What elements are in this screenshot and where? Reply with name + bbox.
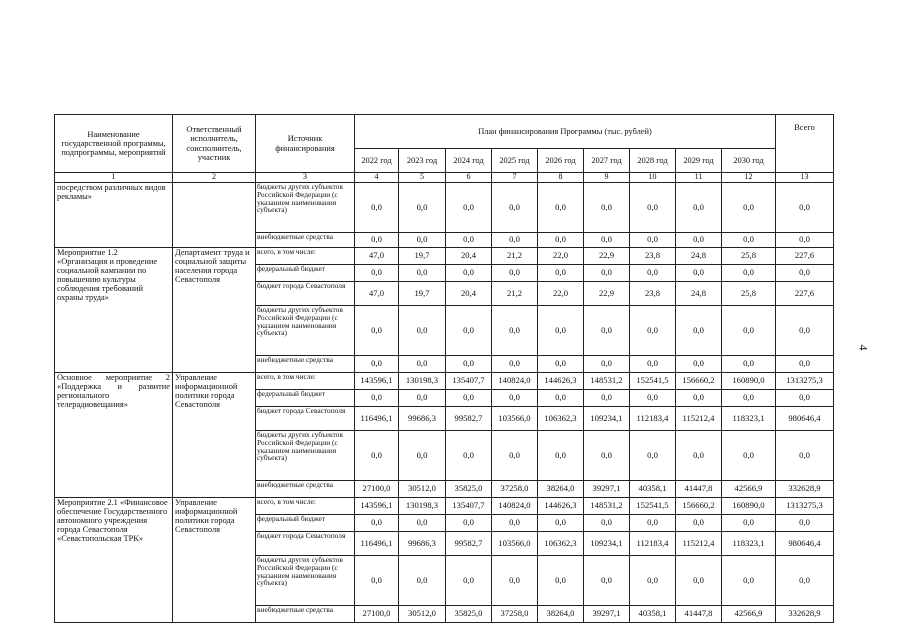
year-value: 135407,7	[446, 373, 492, 390]
column-number: 8	[538, 173, 584, 183]
year-value: 156660,2	[676, 373, 722, 390]
year-value: 25,8	[722, 248, 776, 265]
column-number: 5	[399, 173, 446, 183]
year-value: 0,0	[584, 233, 630, 248]
year-value: 37258,0	[492, 606, 538, 623]
total-value: 0,0	[776, 390, 834, 407]
year-value: 0,0	[446, 233, 492, 248]
year-value: 156660,2	[676, 498, 722, 515]
responsible-executor	[173, 183, 256, 248]
year-value: 24,8	[676, 248, 722, 265]
year-value: 0,0	[399, 306, 446, 356]
funding-source: бюджет города Севастополя	[256, 532, 355, 556]
year-value: 0,0	[399, 356, 446, 373]
funding-source: бюджеты других субъектов Российской Федерации (с указанием наименования субъекта)	[256, 306, 355, 356]
year-value: 118323,1	[722, 407, 776, 431]
year-value: 22,0	[538, 282, 584, 306]
column-number: 11	[676, 173, 722, 183]
year-value: 99686,3	[399, 532, 446, 556]
column-number: 13	[776, 173, 834, 183]
column-number: 4	[355, 173, 399, 183]
year-value: 0,0	[584, 183, 630, 233]
year-value: 115212,4	[676, 407, 722, 431]
year-value: 0,0	[399, 183, 446, 233]
table-row	[55, 373, 834, 390]
year-value: 38264,0	[538, 606, 584, 623]
total-value: 0,0	[776, 265, 834, 282]
year-value: 35825,0	[446, 481, 492, 498]
year-value: 0,0	[446, 556, 492, 606]
year-value: 39297,1	[584, 481, 630, 498]
year-value: 23,8	[630, 282, 676, 306]
year-value: 20,4	[446, 282, 492, 306]
header-total: Всего	[776, 115, 834, 173]
year-value: 0,0	[630, 233, 676, 248]
year-value: 0,0	[446, 515, 492, 532]
total-value: 0,0	[776, 233, 834, 248]
year-value: 22,0	[538, 248, 584, 265]
total-value: 0,0	[776, 556, 834, 606]
year-value: 0,0	[584, 306, 630, 356]
year-value: 20,4	[446, 248, 492, 265]
year-value: 41447,8	[676, 481, 722, 498]
year-value: 0,0	[584, 265, 630, 282]
year-value: 21,2	[492, 282, 538, 306]
total-value: 1313275,3	[776, 373, 834, 390]
table-header	[55, 115, 834, 183]
measure-name: Мероприятие 1.2 «Организация и проведение социальной кампании по повышению культуры соблюдения требований охраны труда»	[55, 248, 173, 373]
column-number: 3	[256, 173, 355, 183]
total-value: 0,0	[776, 306, 834, 356]
column-number: 1	[55, 173, 173, 183]
year-value: 0,0	[630, 556, 676, 606]
year-value: 0,0	[538, 431, 584, 481]
year-value: 0,0	[538, 515, 584, 532]
year-value: 0,0	[630, 356, 676, 373]
header-year: 2026 год	[538, 149, 584, 173]
year-value: 0,0	[584, 556, 630, 606]
year-value: 112183,4	[630, 407, 676, 431]
funding-source: всего, в том числе:	[256, 373, 355, 390]
funding-source: внебюджетные средства	[256, 606, 355, 623]
year-value: 0,0	[446, 356, 492, 373]
year-value: 103566,0	[492, 407, 538, 431]
year-value: 0,0	[584, 515, 630, 532]
funding-source: всего, в том числе:	[256, 248, 355, 265]
header-year: 2023 год	[399, 149, 446, 173]
total-value: 0,0	[776, 431, 834, 481]
year-value: 143596,1	[355, 498, 399, 515]
year-value: 0,0	[538, 233, 584, 248]
year-value: 0,0	[676, 356, 722, 373]
year-value: 0,0	[355, 183, 399, 233]
year-value: 0,0	[492, 556, 538, 606]
year-value: 0,0	[492, 265, 538, 282]
year-value: 30512,0	[399, 481, 446, 498]
year-value: 0,0	[722, 233, 776, 248]
year-value: 103566,0	[492, 532, 538, 556]
funding-source: федеральный бюджет	[256, 265, 355, 282]
year-value: 24,8	[676, 282, 722, 306]
year-value: 0,0	[446, 390, 492, 407]
year-value: 0,0	[676, 306, 722, 356]
total-value: 980646,4	[776, 407, 834, 431]
year-value: 0,0	[676, 556, 722, 606]
year-value: 144626,3	[538, 373, 584, 390]
year-value: 0,0	[492, 306, 538, 356]
year-value: 0,0	[676, 390, 722, 407]
year-value: 0,0	[722, 265, 776, 282]
year-value: 22,9	[584, 282, 630, 306]
table-row	[55, 498, 834, 515]
responsible-executor: Управление информационной политики города Севастополя	[173, 498, 256, 623]
year-value: 38264,0	[538, 481, 584, 498]
year-value: 0,0	[722, 306, 776, 356]
measure-name: Мероприятие 2.1 «Финансовое обеспечение Государственного автономного учреждения города Севастополя «Севастопольская ТРК»	[55, 498, 173, 623]
year-value: 112183,4	[630, 532, 676, 556]
year-value: 0,0	[722, 390, 776, 407]
funding-source: бюджеты других субъектов Российской Федерации (с указанием наименования субъекта)	[256, 183, 355, 233]
year-value: 19,7	[399, 248, 446, 265]
funding-source: внебюджетные средства	[256, 481, 355, 498]
year-value: 30512,0	[399, 606, 446, 623]
year-value: 0,0	[492, 390, 538, 407]
total-value: 332628,9	[776, 606, 834, 623]
year-value: 40358,1	[630, 481, 676, 498]
year-value: 0,0	[538, 556, 584, 606]
funding-source: бюджет города Севастополя	[256, 407, 355, 431]
year-value: 0,0	[492, 515, 538, 532]
year-value: 0,0	[492, 431, 538, 481]
year-value: 0,0	[538, 183, 584, 233]
year-value: 19,7	[399, 282, 446, 306]
header-executor: Ответственный исполнитель, соисполнитель, участник	[173, 115, 256, 173]
year-value: 22,9	[584, 248, 630, 265]
year-value: 0,0	[492, 233, 538, 248]
funding-source: федеральный бюджет	[256, 390, 355, 407]
year-value: 115212,4	[676, 532, 722, 556]
year-value: 116496,1	[355, 532, 399, 556]
year-value: 140824,0	[492, 373, 538, 390]
page-number: 4	[856, 344, 871, 351]
funding-source: бюджет города Севастополя	[256, 282, 355, 306]
year-value: 0,0	[399, 556, 446, 606]
year-value: 109234,1	[584, 407, 630, 431]
header-name: Наименование государственной программы, подпрограммы, мероприятий	[55, 115, 173, 173]
header-year: 2030 год	[722, 149, 776, 173]
year-value: 106362,3	[538, 532, 584, 556]
total-value: 1313275,3	[776, 498, 834, 515]
funding-source: всего, в том числе:	[256, 498, 355, 515]
total-value: 0,0	[776, 183, 834, 233]
year-value: 21,2	[492, 248, 538, 265]
year-value: 0,0	[676, 515, 722, 532]
measure-name: Основное мероприятие 2 «Поддержка и развитие регионального телерадиовещания»	[55, 373, 173, 498]
year-value: 0,0	[355, 431, 399, 481]
year-value: 0,0	[676, 233, 722, 248]
year-value: 0,0	[722, 183, 776, 233]
header-year: 2029 год	[676, 149, 722, 173]
year-value: 99582,7	[446, 407, 492, 431]
funding-source: бюджеты других субъектов Российской Федерации (с указанием наименования субъекта)	[256, 431, 355, 481]
year-value: 42566,9	[722, 606, 776, 623]
column-number: 10	[630, 173, 676, 183]
year-value: 0,0	[676, 183, 722, 233]
year-value: 0,0	[446, 431, 492, 481]
year-value: 0,0	[722, 556, 776, 606]
year-value: 35825,0	[446, 606, 492, 623]
year-value: 0,0	[630, 265, 676, 282]
year-value: 41447,8	[676, 606, 722, 623]
year-value: 0,0	[722, 515, 776, 532]
year-value: 0,0	[630, 431, 676, 481]
funding-source: внебюджетные средства	[256, 233, 355, 248]
year-value: 0,0	[630, 306, 676, 356]
responsible-executor: Департамент труда и социальной защиты населения города Севастополя	[173, 248, 256, 373]
year-value: 0,0	[399, 431, 446, 481]
year-value: 0,0	[399, 515, 446, 532]
year-value: 0,0	[492, 356, 538, 373]
year-value: 47,0	[355, 282, 399, 306]
year-value: 0,0	[584, 356, 630, 373]
financing-table	[54, 114, 834, 623]
year-value: 47,0	[355, 248, 399, 265]
year-value: 140824,0	[492, 498, 538, 515]
year-value: 152541,5	[630, 373, 676, 390]
responsible-executor: Управление информационной политики города Севастополя	[173, 373, 256, 498]
year-value: 144626,3	[538, 498, 584, 515]
year-value: 148531,2	[584, 498, 630, 515]
table-row	[55, 248, 834, 265]
table-body	[55, 183, 834, 623]
year-value: 130198,3	[399, 498, 446, 515]
year-value: 23,8	[630, 248, 676, 265]
year-value: 0,0	[630, 390, 676, 407]
column-number: 7	[492, 173, 538, 183]
year-value: 0,0	[538, 390, 584, 407]
total-value: 980646,4	[776, 532, 834, 556]
year-value: 42566,9	[722, 481, 776, 498]
header-year: 2025 год	[492, 149, 538, 173]
year-value: 0,0	[492, 183, 538, 233]
year-value: 0,0	[676, 431, 722, 481]
total-value: 0,0	[776, 356, 834, 373]
year-value: 0,0	[538, 306, 584, 356]
year-value: 160890,0	[722, 498, 776, 515]
year-value: 160890,0	[722, 373, 776, 390]
year-value: 27100,0	[355, 606, 399, 623]
measure-name: посредством различных видов рекламы»	[55, 183, 173, 248]
year-value: 99686,3	[399, 407, 446, 431]
year-value: 116496,1	[355, 407, 399, 431]
year-value: 0,0	[355, 556, 399, 606]
year-value: 99582,7	[446, 532, 492, 556]
year-value: 27100,0	[355, 481, 399, 498]
year-value: 0,0	[446, 306, 492, 356]
year-value: 148531,2	[584, 373, 630, 390]
year-value: 130198,3	[399, 373, 446, 390]
year-value: 0,0	[630, 515, 676, 532]
year-value: 0,0	[584, 390, 630, 407]
year-value: 143596,1	[355, 373, 399, 390]
header-source: Источник финансирования	[256, 115, 355, 173]
year-value: 118323,1	[722, 532, 776, 556]
year-value: 0,0	[584, 431, 630, 481]
year-value: 0,0	[355, 356, 399, 373]
header-year: 2024 год	[446, 149, 492, 173]
header-year: 2022 год	[355, 149, 399, 173]
total-value: 0,0	[776, 515, 834, 532]
year-value: 0,0	[355, 515, 399, 532]
header-plan: План финансирования Программы (тыс. рублей)	[355, 115, 776, 149]
year-value: 135407,7	[446, 498, 492, 515]
funding-source: внебюджетные средства	[256, 356, 355, 373]
year-value: 0,0	[399, 390, 446, 407]
year-value: 0,0	[355, 265, 399, 282]
year-value: 0,0	[446, 265, 492, 282]
year-value: 0,0	[676, 265, 722, 282]
year-value: 25,8	[722, 282, 776, 306]
year-value: 0,0	[722, 431, 776, 481]
total-value: 332628,9	[776, 481, 834, 498]
year-value: 0,0	[355, 390, 399, 407]
header-year: 2028 год	[630, 149, 676, 173]
year-value: 37258,0	[492, 481, 538, 498]
total-value: 227,6	[776, 282, 834, 306]
year-value: 0,0	[630, 183, 676, 233]
column-number: 6	[446, 173, 492, 183]
year-value: 0,0	[538, 356, 584, 373]
year-value: 0,0	[399, 265, 446, 282]
table-row	[55, 183, 834, 233]
column-number: 12	[722, 173, 776, 183]
year-value: 109234,1	[584, 532, 630, 556]
year-value: 0,0	[355, 233, 399, 248]
year-value: 0,0	[355, 306, 399, 356]
header-year: 2027 год	[584, 149, 630, 173]
year-value: 0,0	[446, 183, 492, 233]
year-value: 39297,1	[584, 606, 630, 623]
year-value: 152541,5	[630, 498, 676, 515]
year-value: 40358,1	[630, 606, 676, 623]
year-value: 0,0	[399, 233, 446, 248]
year-value: 0,0	[538, 265, 584, 282]
column-number: 9	[584, 173, 630, 183]
total-value: 227,6	[776, 248, 834, 265]
funding-source: федеральный бюджет	[256, 515, 355, 532]
column-number: 2	[173, 173, 256, 183]
funding-source: бюджеты других субъектов Российской Федерации (с указанием наименования субъекта)	[256, 556, 355, 606]
year-value: 106362,3	[538, 407, 584, 431]
year-value: 0,0	[722, 356, 776, 373]
